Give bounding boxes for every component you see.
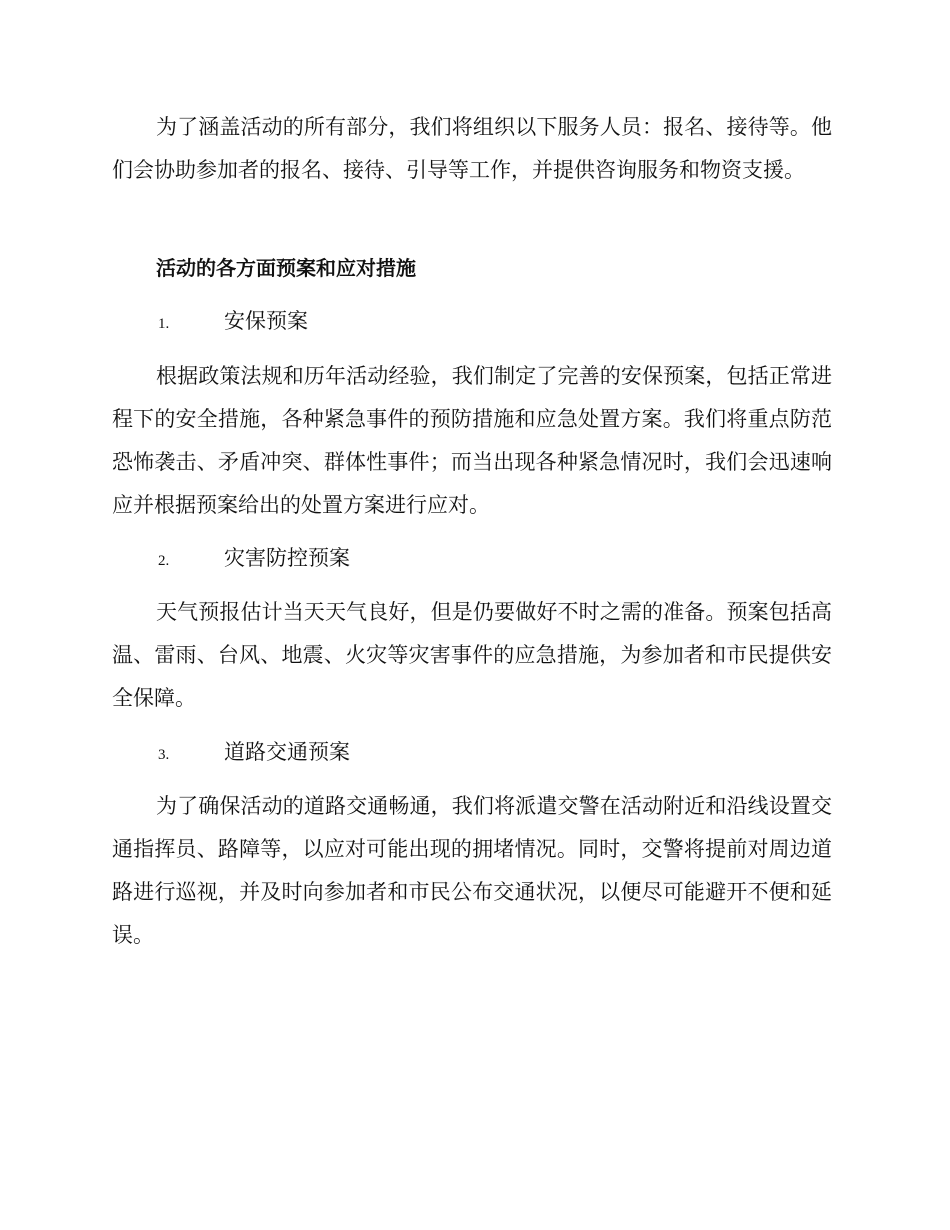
plan-body-2: 天气预报估计当天天气良好，但是仍要做好不时之需的准备。预案包括高温、雷雨、台风、地震、火灾等灾害事件的应急措施，为参加者和市民提供安全保障。 <box>112 600 832 710</box>
section-heading: 活动的各方面预案和应对措施 <box>156 256 416 280</box>
plan-item-1 <box>158 306 308 339</box>
intro-paragraph: 为了涵盖活动的所有部分，我们将组织以下服务人员：报名、接待等。他们会协助参加者的报名、接待、引导等工作，并提供咨询服务和物资支援。 <box>112 115 832 182</box>
plan-item-2 <box>158 543 350 576</box>
plan-title: 灾害防控预案 <box>224 546 350 570</box>
plan-item-3 <box>158 737 350 770</box>
plan-number: 1. <box>158 316 170 332</box>
plan-number: 3. <box>158 747 170 763</box>
plan-title: 道路交通预案 <box>224 740 350 764</box>
plan-number: 2. <box>158 553 170 569</box>
plan-body-3: 为了确保活动的道路交通畅通，我们将派遣交警在活动附近和沿线设置交通指挥员、路障等，以应对可能出现的拥堵情况。同时，交警将提前对周边道路进行巡视，并及时向参加者和市民公布交通状况，以便尽可能避开不便和延误。 <box>112 794 832 947</box>
plan-title: 安保预案 <box>224 309 308 333</box>
plan-body-1: 根据政策法规和历年活动经验，我们制定了完善的安保预案，包括正常进程下的安全措施，各种紧急事件的预防措施和应急处置方案。我们将重点防范恐怖袭击、矛盾冲突、群体性事件；而当出现各种紧急情况时，我们会迅速响应并根据预案给出的处置方案进行应对。 <box>112 364 832 517</box>
